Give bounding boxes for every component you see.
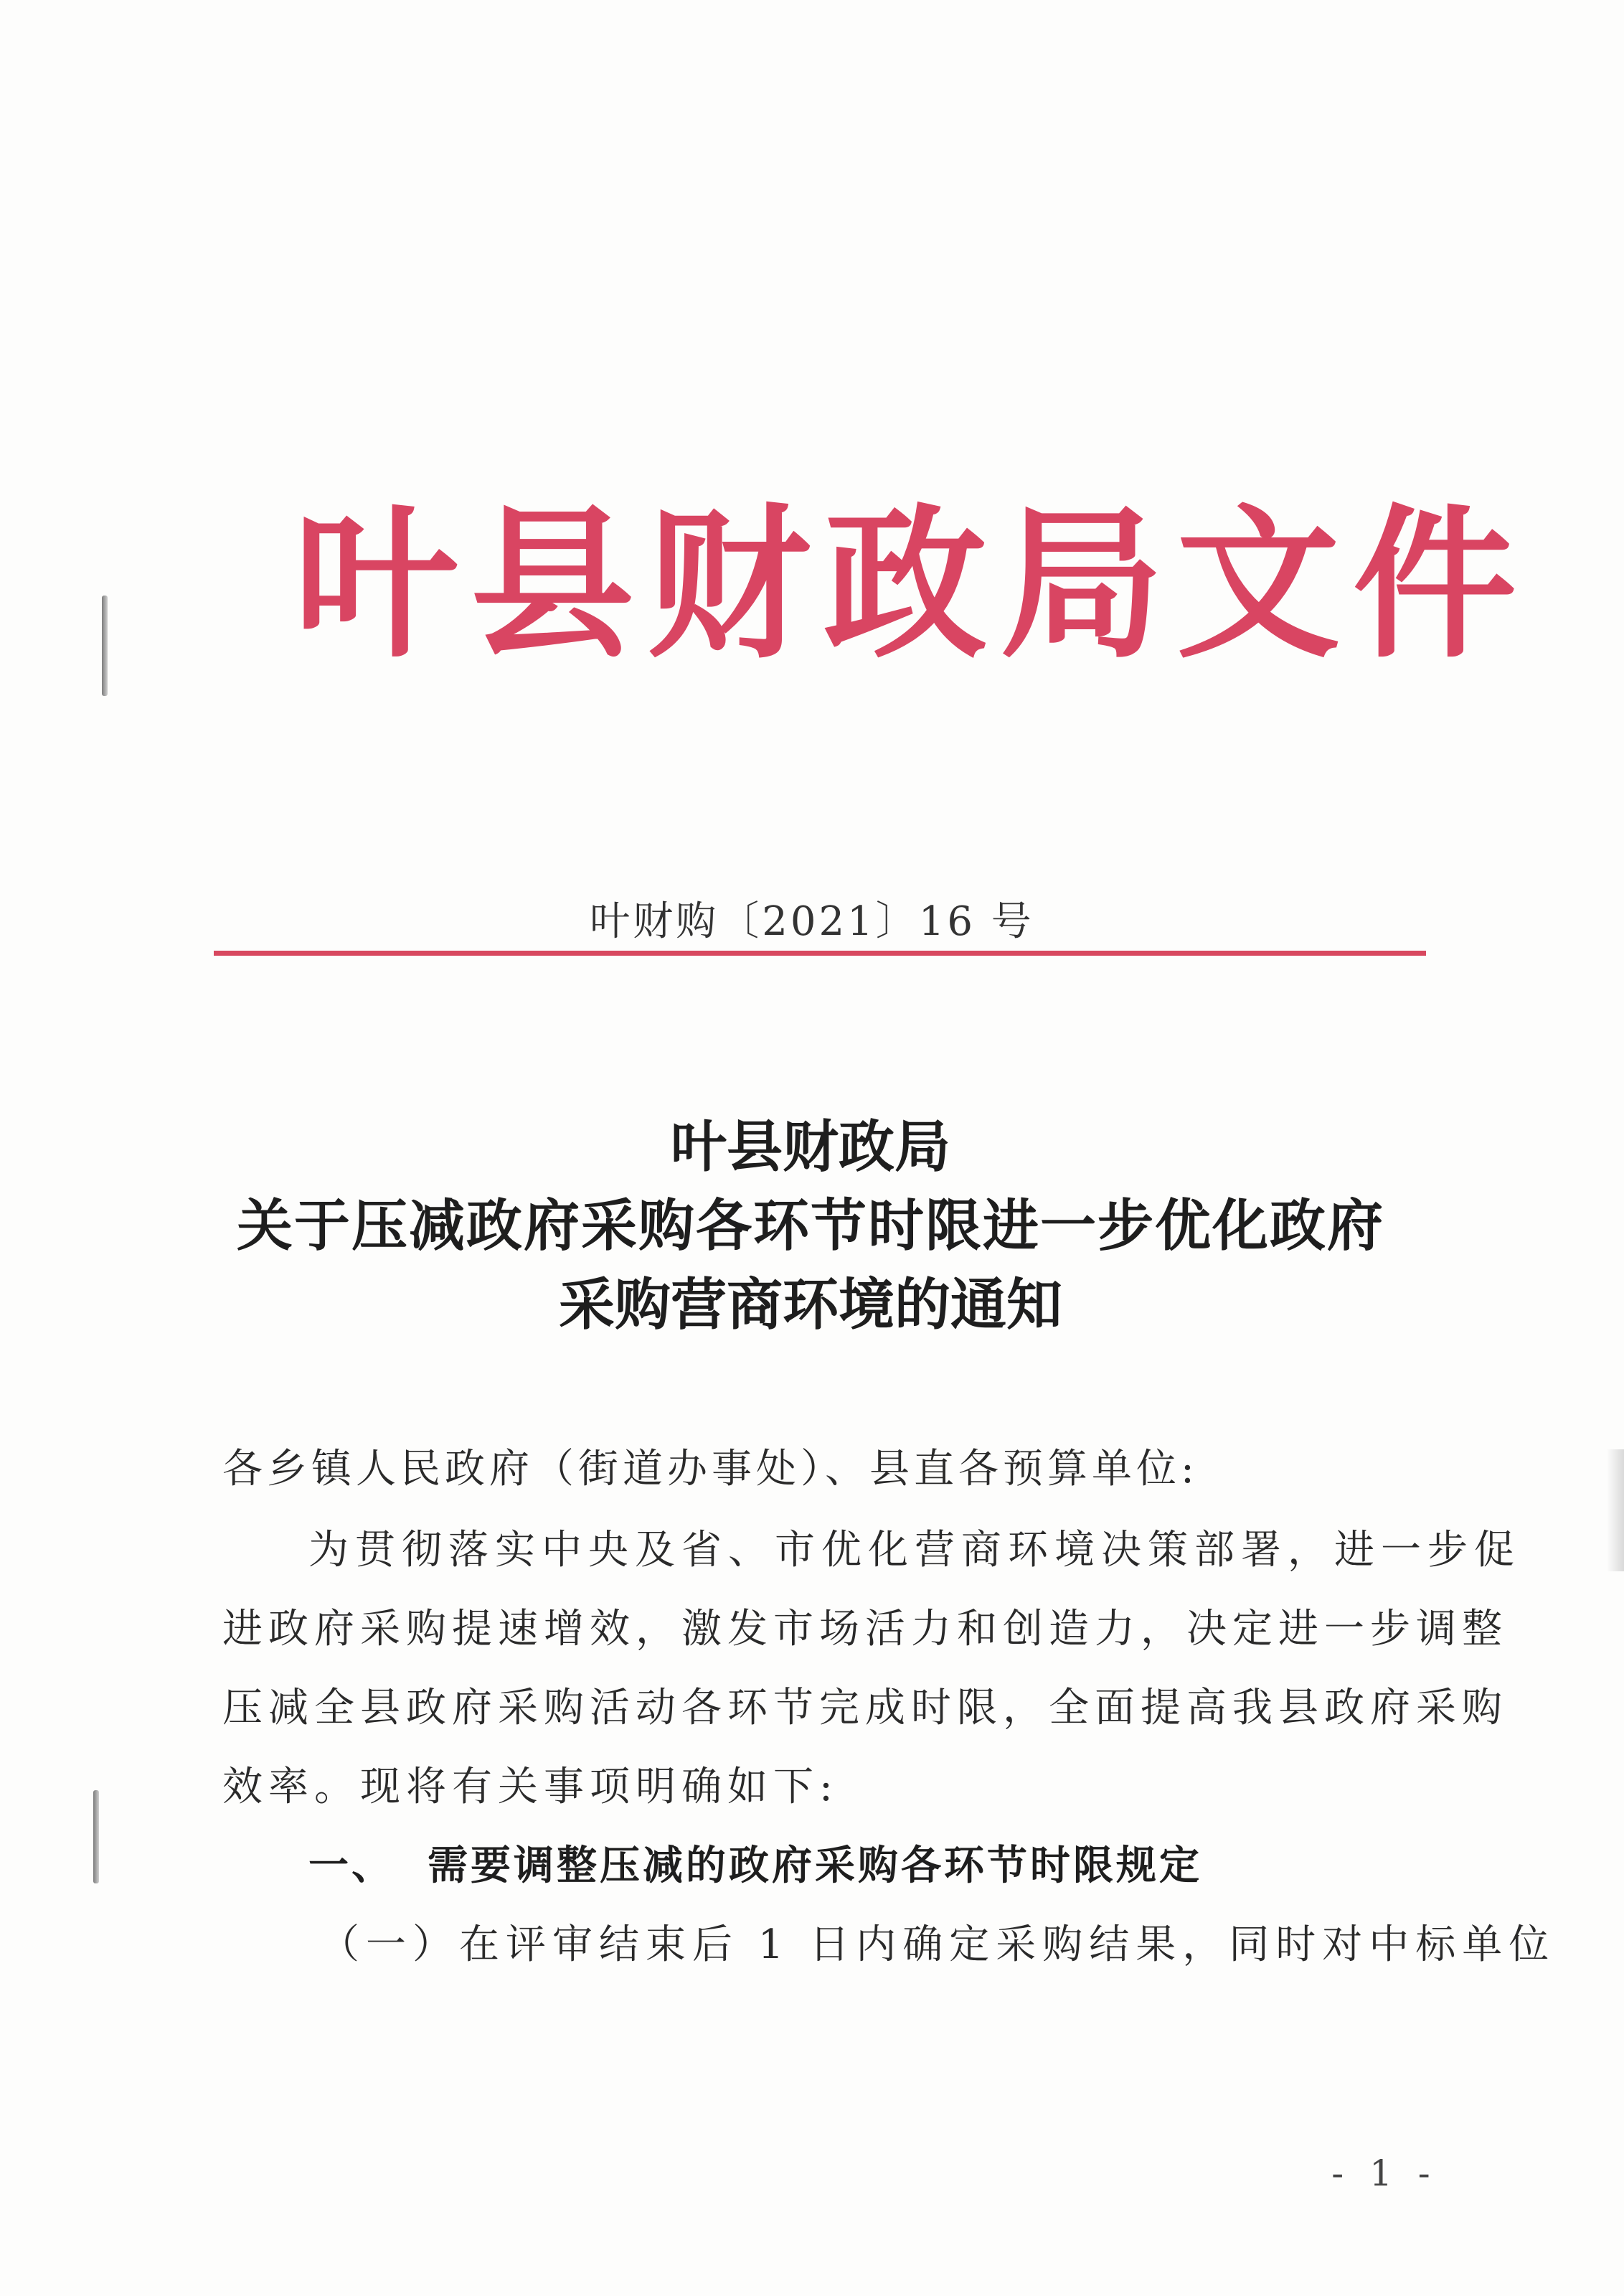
binding-mark-bottom bbox=[93, 1790, 99, 1883]
page-number: - 1 - bbox=[1331, 2152, 1437, 2194]
notice-title-line-3: 采购营商环境的通知 bbox=[558, 1273, 1062, 1337]
addressee-line: 各乡镇人民政府（街道办事处）、县直各预算单位: bbox=[222, 1446, 1199, 1492]
scan-edge-shadow bbox=[1607, 1449, 1624, 1571]
binding-mark-top bbox=[102, 596, 108, 696]
issuer-header-title: 叶县财政局文件 bbox=[294, 488, 1529, 680]
item-line: （一）在评审结束后 1 日内确定采购结果，同时对中标单位 bbox=[319, 1921, 1556, 1968]
paragraph-line: 进政府采购提速增效，激发市场活力和创造力，决定进一步调整 bbox=[222, 1606, 1508, 1652]
paragraph-line: 压减全县政府采购活动各环节完成时限，全面提高我县政府采购 bbox=[222, 1685, 1508, 1731]
red-divider-line bbox=[214, 951, 1426, 956]
paragraph-line: 效率。现将有关事项明确如下: bbox=[222, 1764, 839, 1810]
notice-title-line-2: 关于压减政府采购各环节时限进一步优化政府 bbox=[236, 1194, 1384, 1258]
section-heading-1 bbox=[308, 1843, 1202, 1889]
document-number: 叶财购〔2021〕16 号 bbox=[590, 898, 1034, 945]
section-number: 一、 bbox=[308, 1843, 395, 1889]
paragraph-line: 为贯彻落实中央及省、市优化营商环境决策部署，进一步促 bbox=[308, 1527, 1521, 1573]
section-heading-text: 需要调整压减的政府采购各环节时限规定 bbox=[428, 1843, 1202, 1889]
notice-title-line-1: 叶县财政局 bbox=[670, 1115, 950, 1180]
